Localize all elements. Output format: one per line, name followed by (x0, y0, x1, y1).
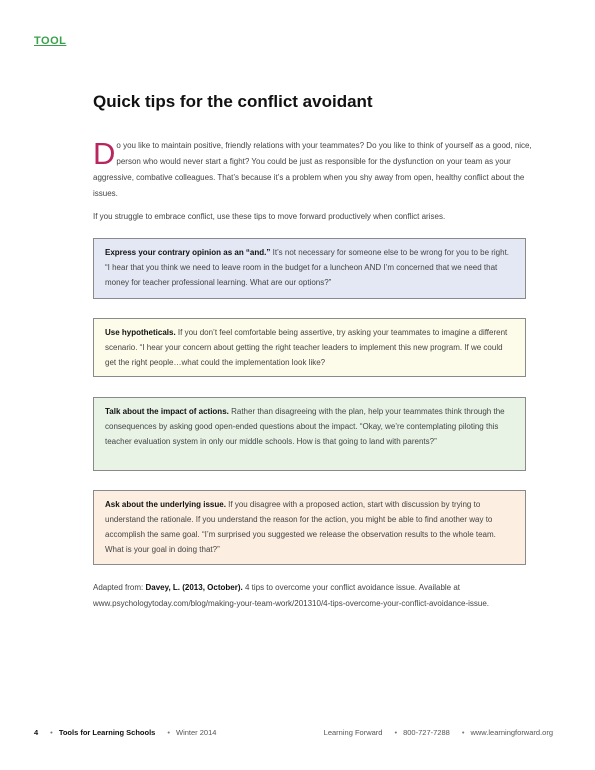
adapted-from-citation (93, 580, 548, 612)
tip-heading: Talk about the impact of actions. (105, 407, 229, 416)
tip-body: If you disagree with a proposed action, start with discussion by trying to understand the rationale. If you understand the reason for the action, you might be able to find another way to accomplish the same goal. “I’m surprised you suggested we release the observation results to the whole team. What is your goal in doing that?” (105, 500, 496, 554)
tip-body: It’s not necessary for someone else to be wrong for you to be right. “I hear that you think we need to leave room in the budget for a luncheon AND I’m concerned that we need that money for teacher professional learning. What are our options?” (105, 248, 510, 287)
website-link[interactable]: www.learningforward.org (470, 728, 553, 737)
tip-box-underlying-issue (93, 490, 526, 565)
tip-heading: Use hypotheticals. (105, 328, 176, 337)
footer-right (324, 728, 559, 737)
footer-separator: • (461, 728, 465, 737)
footer-left (34, 728, 222, 737)
tip-box-and (93, 238, 526, 299)
tip-body: Rather than disagreeing with the plan, help your teammates think through the consequences by asking good open-ended questions about the impact. “Okay, we’re contemplating piloting this teacher evaluation system in only our middle schools. How is that going to land with parents?” (105, 407, 505, 446)
page-number: 4 (34, 728, 39, 737)
issue-date: Winter 2014 (176, 728, 217, 737)
citation-rest: 4 tips to overcome your conflict avoidance issue. Available at www.psychologytoday.com/blog/making-your-team-work/201310/4-tips-overcome-your-conflict-avoidance-issue. (93, 583, 490, 608)
tip-body: If you don’t feel comfortable being assertive, try asking your teammates to imagine a different scenario. “I hear your concern about getting the right teacher leaders to implement this new program. If we could get the right people…what could the implementation look like? (105, 328, 508, 367)
drop-cap: D (93, 136, 116, 171)
adapted-prefix: Adapted from: (93, 583, 146, 592)
page-footer (34, 728, 559, 737)
footer-separator: • (50, 728, 53, 737)
tool-label: TOOL (34, 35, 67, 47)
page-title: Quick tips for the conflict avoidant (93, 92, 373, 111)
struggle-paragraph: If you struggle to embrace conflict, use these tips to move forward productively when conflict arises. (93, 212, 446, 221)
footer-separator: • (167, 728, 170, 737)
intro-paragraph (93, 138, 548, 202)
tip-heading: Express your contrary opinion as an “and.” (105, 248, 271, 257)
phone-number: 800-727-7288 (403, 728, 450, 737)
tip-box-hypotheticals (93, 318, 526, 377)
tip-heading: Ask about the underlying issue. (105, 500, 226, 509)
org-name: Learning Forward (323, 728, 383, 737)
publication-name: Tools for Learning Schools (58, 728, 156, 737)
citation-author: Davey, L. (2013, October). (145, 583, 243, 592)
footer-separator: • (394, 728, 398, 737)
tip-box-impact (93, 397, 526, 471)
intro-text: o you like to maintain positive, friendly relations with your teammates? Do you like to think of yourself as a good, nice, person who would never start a fight? You could be just as responsible for the dysfunction on your team as your aggressive, combative colleagues. That’s because it’s a problem when you shy away from open, healthy conflict about the issues. (93, 141, 532, 198)
